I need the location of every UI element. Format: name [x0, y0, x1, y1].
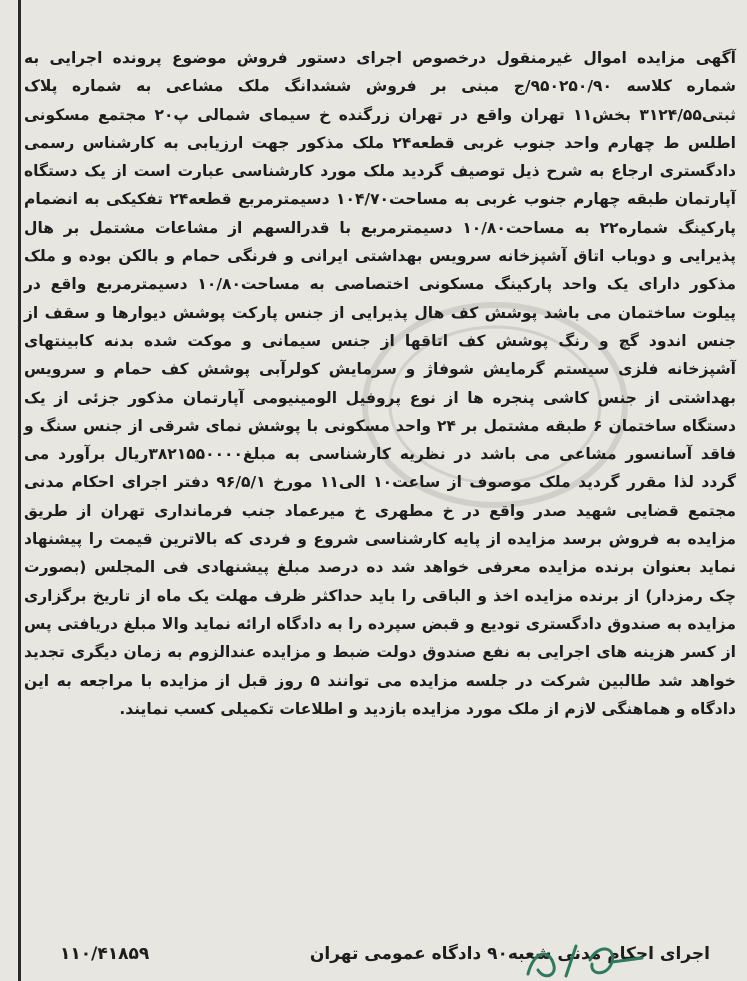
notice-body: آگهی مزایده اموال غیرمنقول درخصوص اجرای دستور فروش موضوع پرونده اجرایی به شماره کلاسه ۹۵۰۲۵۰/۹۰/ج مبنی بر فروش ششدانگ ملک مشاعی به شماره پلاک ثبتی۳۱۲۴/۵۵ بخش۱۱ تهران واقع در تهران زرگنده خ سیمای شمالی پ۲۰ مجتمع مسکونی اطلس ط چهارم واحد جنوب غربی قطعه۲۴ ملک مذکور جهت ارزیابی به کارشناس رسمی دادگستری ارجاع به شرح ذیل توصیف گردید ملک مورد کارشناسی عبارت است از یک دستگاه آپارتمان طبقه چهارم جنوب غربی به مساحت۱۰۴/۷۰ دسیمترمربع قطعه۲۴ تفکیکی به انضمام پارکینگ شماره۲۲ به مساحت۱۰/۸۰ دسیمترمربع با قدرالسهم از مشاعات مشتمل بر هال پذیرایی و دوباب اتاق آشپزخانه سرویس بهداشتی ایرانی و فرنگی حمام و بالکن بوده و ملک مذکور دارای یک واحد پارکینگ مسکونی اختصاصی به مساحت۱۰/۸۰ دسیمترمربع واقع در پیلوت ساختمان می باشد پوشش کف هال پذیرایی از جنس پارکت پوشش دیوارها و سقف از جنس اندود گچ و رنگ پوشش کف اتاقها از جنس سیمانی و موکت شده بدنه کابینتهای آشپزخانه فلزی سیستم گرمایش شوفاژ و سرمایش کولرآبی پوشش کف حمام و سرویس بهداشتی از جنس کاشی پنجره ها از نوع پروفیل الومینیومی آپارتمان مذکور جزئی از یک دستگاه ساختمان ۶ طبقه مشتمل بر ۲۴ واحد مسکونی با پوشش نمای شرقی از جنس سنگ و فاقد آسانسور مشاعی می باشد در نظریه کارشناسی به مبلغ۳۸۲۱۵۵۰۰۰۰ریال برآورد می گردد لذا مقرر گردید ملک موصوف از ساعت۱۰ الی۱۱ مورخ ۹۶/۵/۱ دفتر اجرای احکام مدنی مجتمع قضایی شهید صدر واقع در خ مطهری خ میرعماد جنب فرمانداری تهران از طریق مزایده به فروش برسد مزایده از پایه کارشناسی شروع و فردی که بالاترین قیمت را پیشنهاد نماید بعنوان برنده مزایده معرفی خواهد شد ده درصد مبلغ پیشنهادی فی المجلس (بصورت چک رمزدار) از برنده مزایده اخذ و الباقی را باید حداکثر ظرف مهلت یک ماه از تاریخ برگزاری مزایده به صندوق دادگستری تودیع و قبض سپرده را به دادگاه ارائه نماید والا مبلغ دریافتی پس از کسر هزینه های اجرایی به نفع صندوق دولت ضبط و مزایده عندالزوم به زمان دیگری تجدید خواهد شد طالبین شرکت در جلسه مزایده می توانند ۵ روز قبل از مزایده با مراجعه به این دادگاه و هماهنگی لازم از ملک مورد مزایده بازدید و اطلاعات تکمیلی کسب نمایند.	[24, 49, 737, 718]
column-rule	[18, 0, 21, 981]
court-name: اجرای احکام مدنی شعبه۹۰ دادگاه عمومی تهران	[309, 944, 710, 964]
notice-footer	[60, 944, 710, 964]
reference-number: ۱۱۰/۴۱۸۵۹	[60, 944, 150, 964]
